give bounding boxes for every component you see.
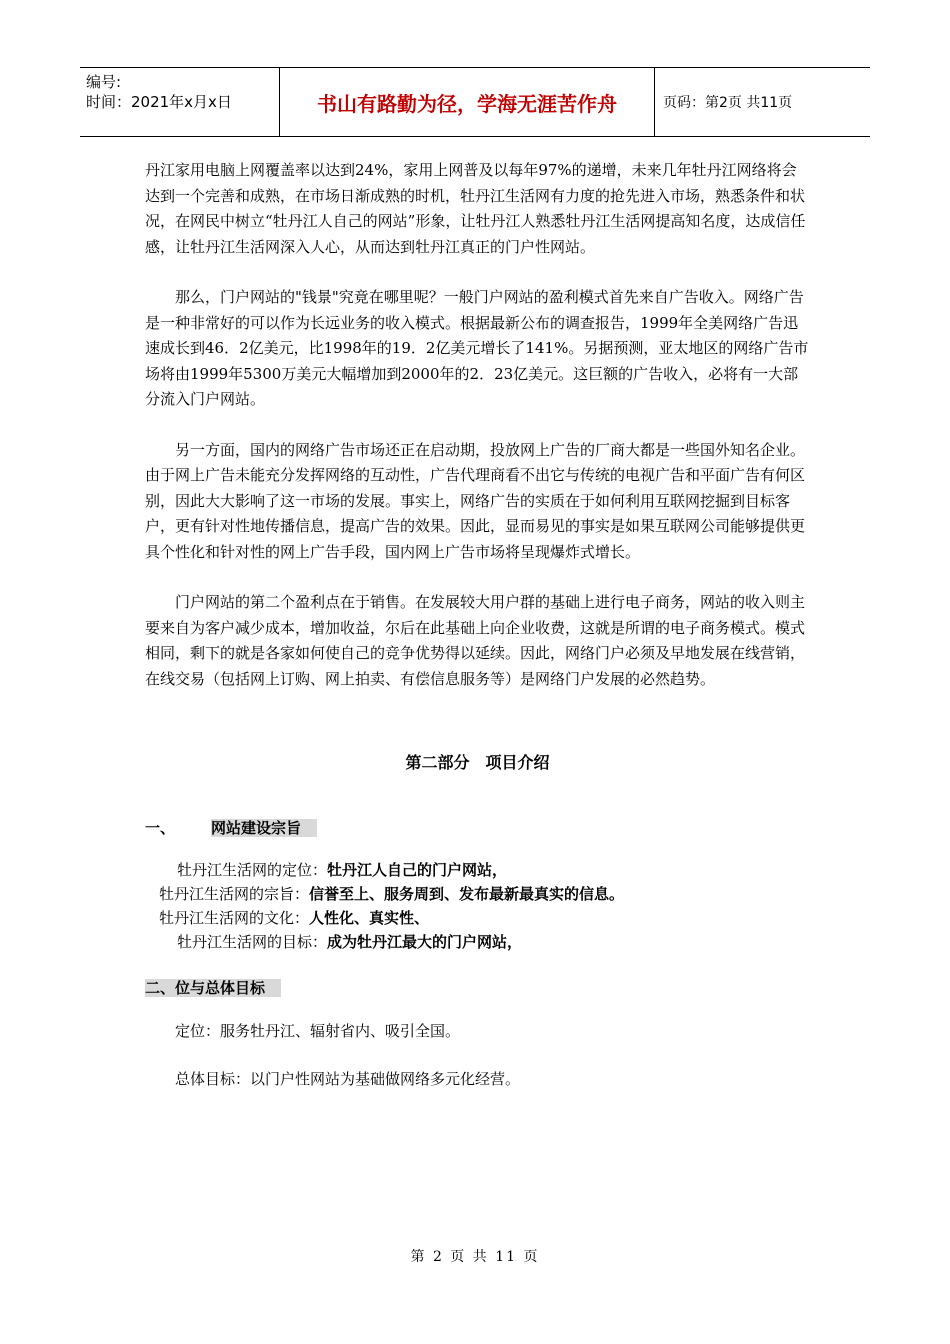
section-2-heading <box>145 976 810 1000</box>
page-footer: 第 2 页 共 11 页 <box>410 1249 540 1265</box>
section-1-title: 网站建设宗旨 <box>211 819 317 837</box>
definition-value: 人性化、真实性、 <box>309 908 430 927</box>
definition-line <box>145 882 810 906</box>
number-label: 编号: <box>86 73 122 91</box>
time-label: 时间：2021年x月x日 <box>86 93 232 111</box>
definition-line <box>145 930 810 954</box>
section-2-title: 二、位与总体目标 <box>145 979 281 997</box>
definition-label: 牡丹江生活网的定位： <box>177 860 328 879</box>
definition-line <box>145 906 810 930</box>
paragraph-1: 丹江家用电脑上网覆盖率以达到24%，家用上网普及以每年97%的递增，未来几年牡丹江网络将会达到一个完善和成熟，在市场日渐成熟的时机，牡丹江生活网有力度的抢先进入市场，熟悉条件和状况，在网民中树立“牡丹江人自己的网站”形象，让牡丹江人熟悉牡丹江生活网提高知名度，达成信任感，让牡丹江生活网深入人心，从而达到牡丹江真正的门户性网站。 <box>145 161 806 256</box>
section-1-heading <box>145 816 810 840</box>
section-1-number: 一、 <box>145 818 176 837</box>
definition-line <box>145 858 810 882</box>
section-2-line: 总体目标：以门户性网站为基础做网络多元化经营。 <box>175 1069 521 1088</box>
document-body <box>145 158 810 1114</box>
definition-label: 牡丹江生活网的文化： <box>159 908 310 927</box>
header-motto: 书山有路勤为径，学海无涯苦作舟 <box>280 68 655 136</box>
section-2-line: 定位：服务牡丹江、辐射省内、吸引全国。 <box>175 1021 461 1040</box>
definition-value: 成为牡丹江最大的门户网站， <box>327 932 523 951</box>
paragraph-3: 另一方面，国内的网络广告市场还正在启动期，投放网上广告的厂商大都是一些国外知名企业。由于网上广告未能充分发挥网络的互动性，广告代理商看不出它与传统的电视广告和平面广告有何区别，因此大大影响了这一市场的发展。事实上，网络广告的实质在于如何利用互联网挖掘到目标客户，更有针对性地传播信息，提高广告的效果。因此，显而易见的事实是如果互联网公司能够提供更具个性化和针对性的网上广告手段，国内网上广告市场将呈现爆炸式增长。 <box>145 440 806 561</box>
header-meta <box>80 68 280 136</box>
paragraph-2: 那么，门户网站的"钱景"究竟在哪里呢？一般门户网站的盈利模式首先来自广告收入。网络广告是一种非常好的可以作为长远业务的收入模式。根据最新公布的调查报告，1999年全美网络广告迅速成长到46．2亿美元，比1998年的19．2亿美元增长了141%。另据预测，亚太地区的网络广告市场将由1999年5300万美元大幅增加到2000年的2．23亿美元。这巨额的广告收入，必将有一大部分流入门户网站。 <box>145 288 809 408</box>
page-header <box>80 67 870 137</box>
section-1-lines <box>145 858 810 954</box>
definition-value: 信誉至上、服务周到、发布最新最真实的信息。 <box>309 884 625 903</box>
definition-label: 牡丹江生活网的宗旨： <box>159 884 310 903</box>
definition-value: 牡丹江人自己的门户网站， <box>327 860 508 879</box>
part-title: 第二部分 项目介绍 <box>405 753 550 772</box>
header-page-info: 页码：第2页 共11页 <box>663 95 793 111</box>
definition-label: 牡丹江生活网的目标： <box>177 932 328 951</box>
paragraph-4: 门户网站的第二个盈利点在于销售。在发展较大用户群的基础上进行电子商务，网站的收入则主要来自为客户减少成本，增加收益，尔后在此基础上向企业收费，这就是所谓的电子商务模式。模式相同，剩下的就是各家如何使自己的竞争优势得以延续。因此，网络门户必须及早地发展在线营销，在线交易（包括网上订购、网上拍卖、有偿信息服务等）是网络门户发展的必然趋势。 <box>145 593 806 688</box>
